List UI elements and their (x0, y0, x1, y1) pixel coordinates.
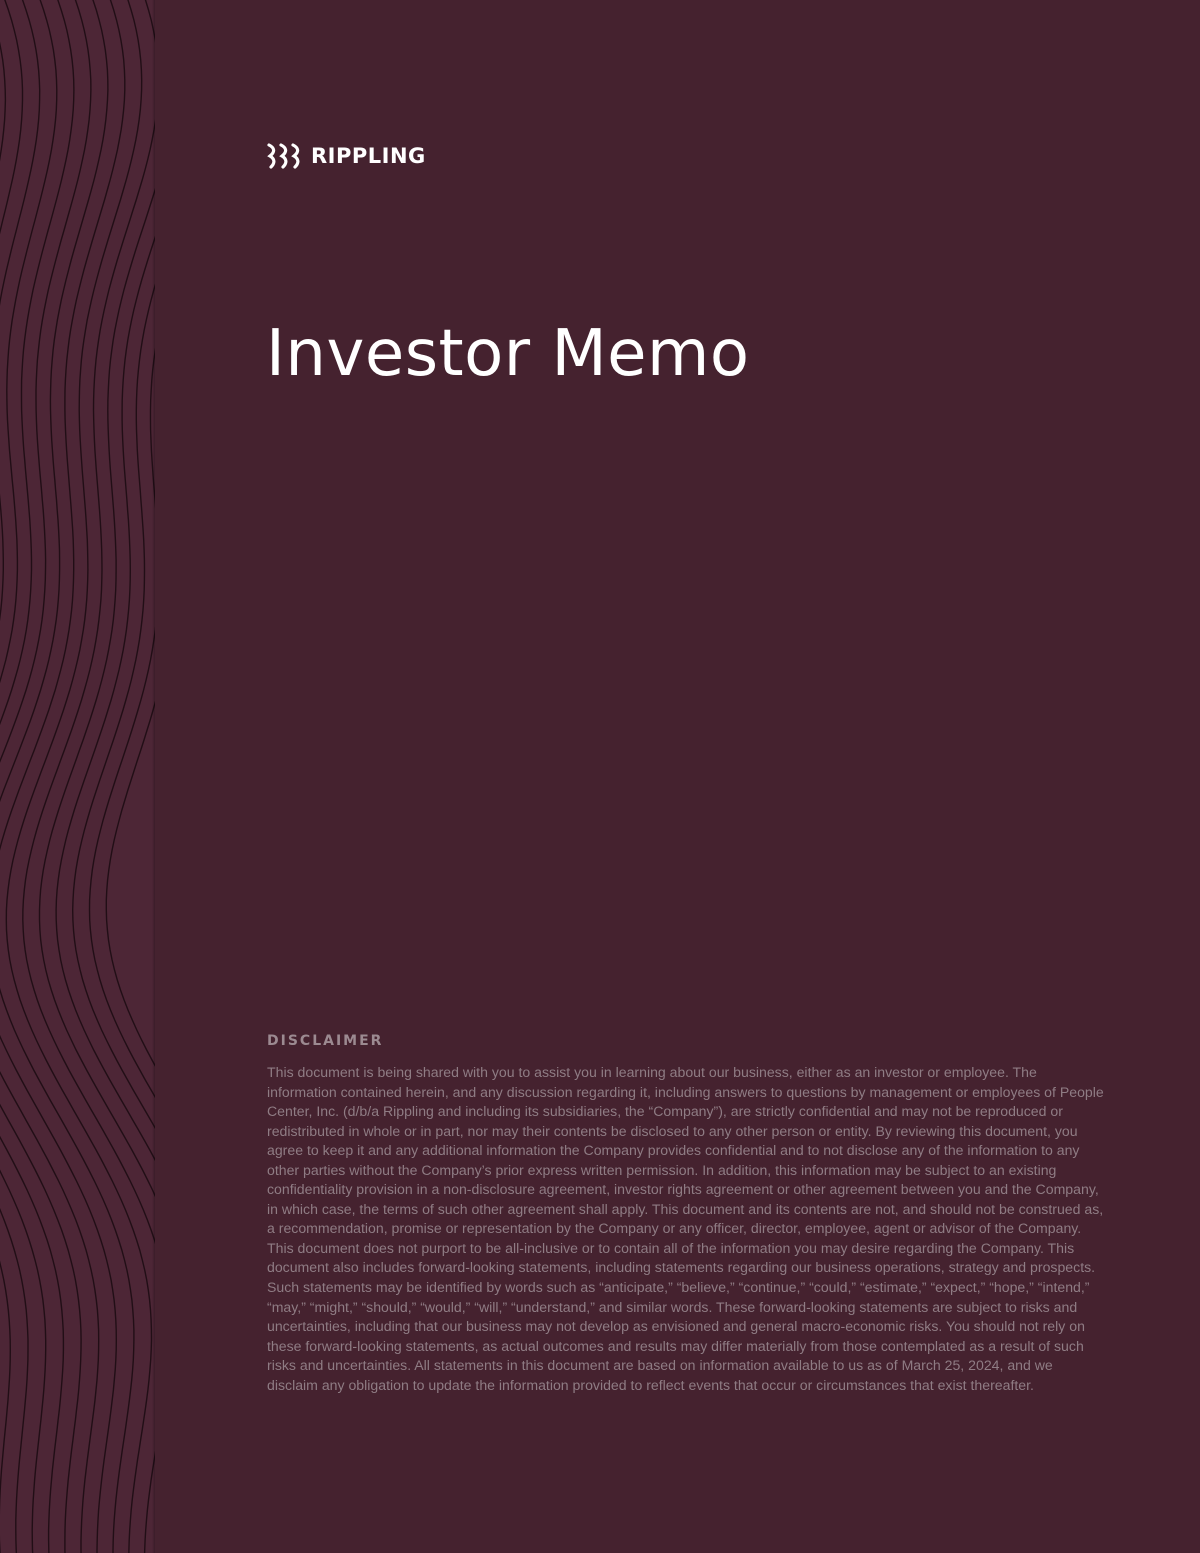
rippling-logo-icon (267, 143, 303, 169)
document-title: Investor Memo (266, 317, 750, 391)
brand-name: RIPPLING (311, 144, 426, 168)
wavy-contour-lines (0, 0, 155, 1553)
disclaimer-heading: DISCLAIMER (267, 1033, 384, 1049)
contour-line (40, 0, 156, 1553)
contour-line (0, 0, 99, 1553)
brand-logo (267, 143, 426, 169)
contour-line (0, 0, 116, 1553)
contour-line (0, 0, 134, 1553)
contour-line (90, 0, 156, 1553)
contour-line (106, 0, 155, 1553)
contour-line (0, 0, 81, 1553)
contour-line (56, 0, 155, 1553)
contour-line (23, 0, 155, 1553)
decorative-side-panel (0, 0, 155, 1553)
disclaimer-body: This document is being shared with you to assist you in learning about our business, either as an investor or employee. The information contained herein, and any discussion regarding it, including answers to questions by management or employees of People Center, Inc. (d/b/a Rippling and including its subsidiaries, the “Company”), are strictly confidential and may not be reproduced or redistributed in whole or in part, nor may their contents be disclosed to any other person or entity. By reviewing this document, you agree to keep it and any additional information the Company provides confidential and to not disclose any of the information to any other parties without the Company’s prior express written permission. In addition, this information may be subject to an existing confidentiality provision in a non-disclosure agreement, investor rights agreement or other agreement between you and the Company, in which case, the terms of such other agreement shall apply. This document and its contents are not, and should not be construed as, a recommendation, promise or representation by the Company or any officer, director, employee, agent or advisor of the Company. This document does not purport to be all-inclusive or to contain all of the information you may desire regarding the Company. This document also includes forward-looking statements, including statements regarding our business operations, strategy and prospects. Such statements may be identified by words such as “anticipate,” “believe,” “continue,” “could,” “estimate,” “expect,” “hope,” “intend,” “may,” “might,” “should,” “would,” “will,” “understand,” and similar words. These forward-looking statements are subject to risks and uncertainties, including that our business may not develop as envisioned and general macro-economic risks. You should not rely on these forward-looking statements, as actual outcomes and results may differ materially from those contemplated as a result of such risks and uncertainties. All statements in this document are based on information available to us as of March 25, 2024, and we disclaim any obligation to update the information provided to reflect events that occur or circumstances that exist thereafter. (267, 1064, 1104, 1393)
